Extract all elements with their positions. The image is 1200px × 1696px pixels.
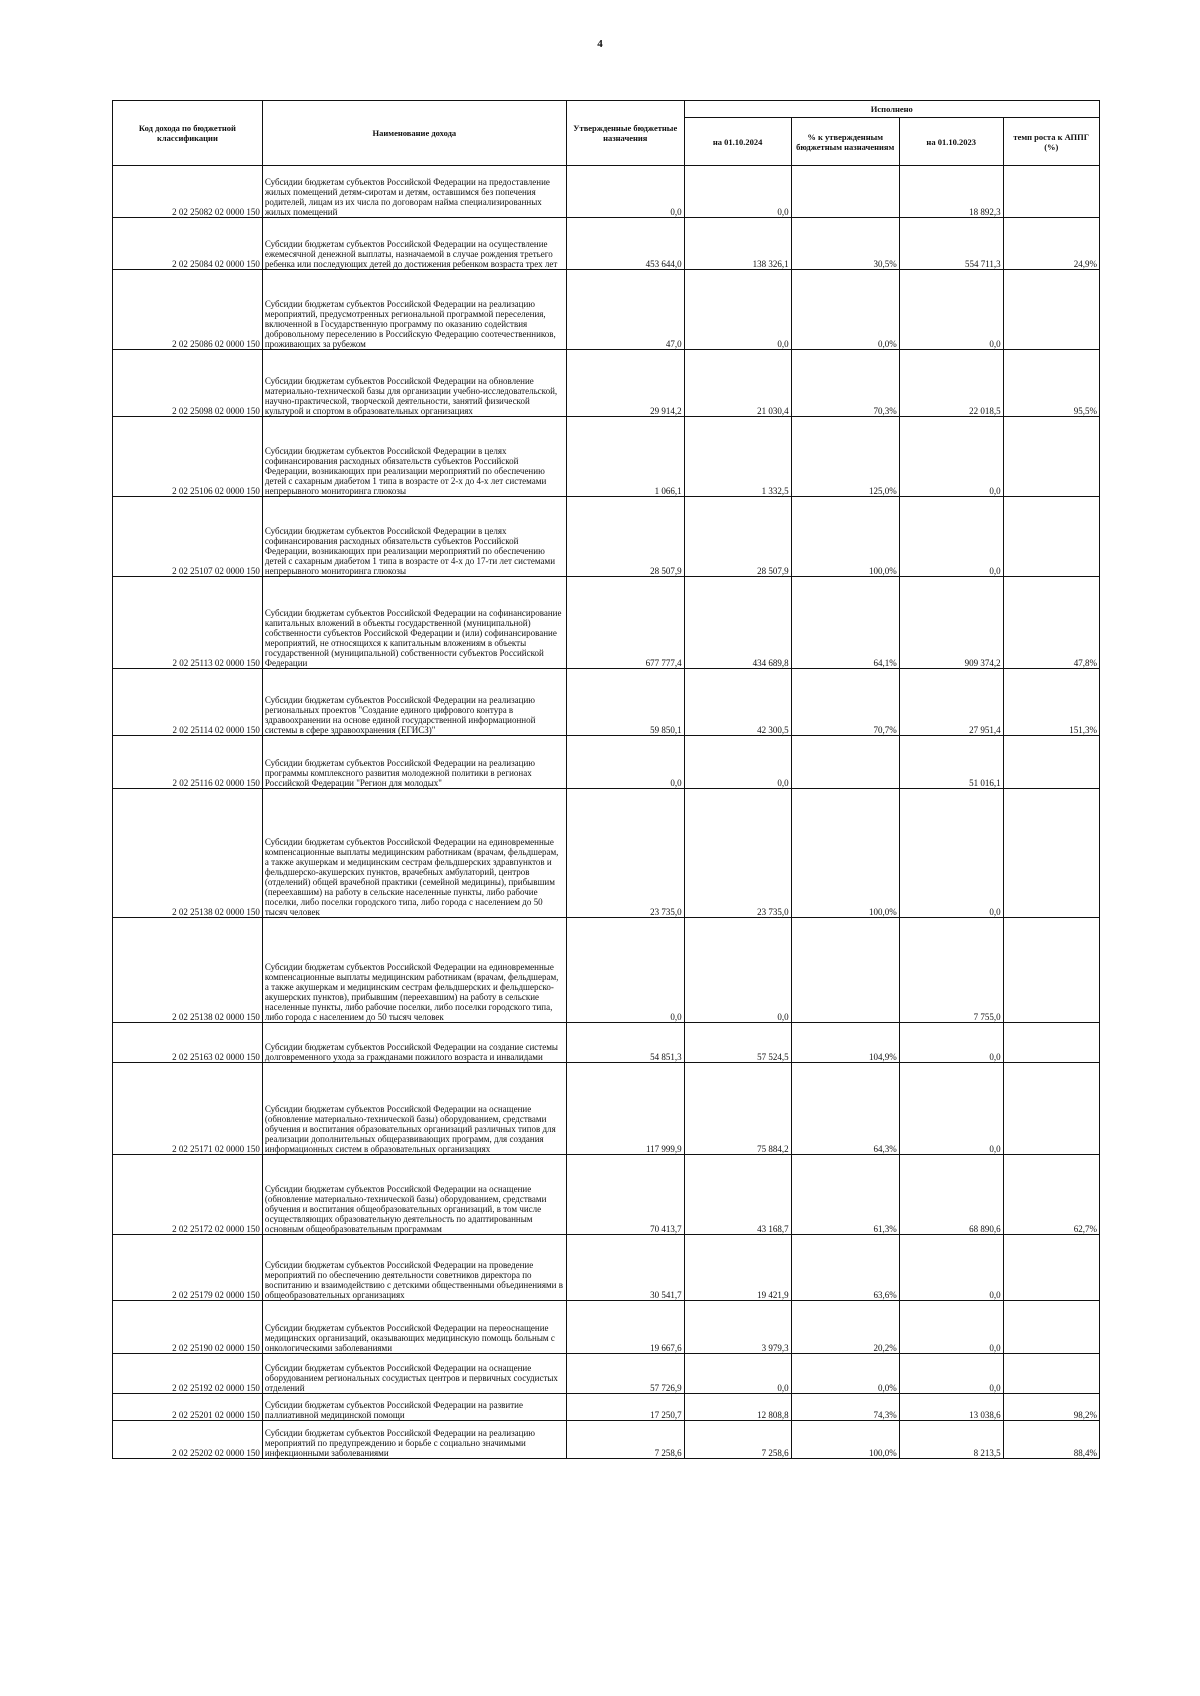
- row-growth: [1003, 1023, 1099, 1063]
- row-code: 2 02 25138 02 0000 150: [113, 789, 263, 918]
- row-name: Субсидии бюджетам субъектов Российской Федерации на единовременные компенсационные выплаты медицинским работникам (врачам, фельдшерам, а также акушеркам и медицинским сестрам фельдшерских здравпунктов и фельдшерско-акушерских пунктов, врачебных амбулаторий, центров (отделений) общей врачебной практики (семейной медицины), прибывшим (переехавшим) на работу в сельские населенные пункты, либо рабочие поселки, либо поселки городского типа, либо города с населением до 50 тысяч человек: [262, 789, 566, 918]
- table-row: [113, 166, 1100, 218]
- table-row: [113, 417, 1100, 497]
- row-approved: 17 250,7: [566, 1394, 684, 1421]
- row-growth: 98,2%: [1003, 1394, 1099, 1421]
- row-code: 2 02 25172 02 0000 150: [113, 1155, 263, 1235]
- budget-table: [112, 100, 1100, 1459]
- row-name: Субсидии бюджетам субъектов Российской Федерации на осуществление ежемесячной денежной выплаты, назначаемой в случае рождения третьего ребенка или последующих детей до достижения ребенком возраста трех лет: [262, 218, 566, 270]
- header-approved: Утвержденные бюджетные назначения: [566, 101, 684, 166]
- row-code: 2 02 25107 02 0000 150: [113, 497, 263, 577]
- row-growth: [1003, 270, 1099, 350]
- row-approved: 30 541,7: [566, 1235, 684, 1301]
- row-pct-approved: [791, 736, 899, 789]
- table-body: [113, 166, 1100, 1459]
- row-code: 2 02 25114 02 0000 150: [113, 669, 263, 736]
- row-pct-approved: 100,0%: [791, 1421, 899, 1459]
- header-on-2023: на 01.10.2023: [899, 118, 1003, 166]
- row-code: 2 02 25116 02 0000 150: [113, 736, 263, 789]
- row-executed-2023: 0,0: [899, 1023, 1003, 1063]
- row-pct-approved: 64,1%: [791, 577, 899, 669]
- table-row: [113, 1023, 1100, 1063]
- row-name: Субсидии бюджетам субъектов Российской Федерации на оснащение оборудованием региональных сосудистых центров и первичных сосудистых отделений: [262, 1354, 566, 1394]
- row-name: Субсидии бюджетам субъектов Российской Федерации в целях софинансирования расходных обязательств субъектов Российской Федерации, возникающих при реализации мероприятий по обеспечению детей с сахарным диабетом 1 типа в возрасте от 4-х до 17-ти лет системами непрерывного мониторинга глюкозы: [262, 497, 566, 577]
- row-executed-2024: 434 689,8: [684, 577, 791, 669]
- row-executed-2024: 7 258,6: [684, 1421, 791, 1459]
- row-pct-approved: 30,5%: [791, 218, 899, 270]
- table-row: [113, 669, 1100, 736]
- row-name: Субсидии бюджетам субъектов Российской Федерации на единовременные компенсационные выплаты медицинским работникам (врачам, фельдшерам, а также акушеркам и медицинским сестрам фельдшерских и фельдшерско-акушерских пунктов), прибывшим (переехавшим) на работу в сельские населенные пункты, либо рабочие поселки, либо поселки городского типа, либо города с населением до 50 тысяч человек: [262, 918, 566, 1023]
- row-pct-approved: [791, 918, 899, 1023]
- row-name: Субсидии бюджетам субъектов Российской Федерации на проведение мероприятий по обеспечению деятельности советников директора по воспитанию и взаимодействию с детскими общественными объединениями в общеобразовательных организациях: [262, 1235, 566, 1301]
- table-header: [113, 101, 1100, 166]
- row-pct-approved: 100,0%: [791, 497, 899, 577]
- row-code: 2 02 25106 02 0000 150: [113, 417, 263, 497]
- row-approved: 59 850,1: [566, 669, 684, 736]
- header-on-2024: на 01.10.2024: [684, 118, 791, 166]
- header-growth: темп роста к АППГ (%): [1003, 118, 1099, 166]
- header-code: Код дохода по бюджетной классификации: [113, 101, 263, 166]
- row-executed-2024: 23 735,0: [684, 789, 791, 918]
- table-row: [113, 577, 1100, 669]
- row-executed-2024: 3 979,3: [684, 1301, 791, 1354]
- row-executed-2023: 7 755,0: [899, 918, 1003, 1023]
- row-name: Субсидии бюджетам субъектов Российской Федерации на реализацию программы комплексного развития молодежной политики в регионах Российской Федерации "Регион для молодых": [262, 736, 566, 789]
- row-approved: 23 735,0: [566, 789, 684, 918]
- row-executed-2024: 57 524,5: [684, 1023, 791, 1063]
- row-approved: 70 413,7: [566, 1155, 684, 1235]
- row-code: 2 02 25171 02 0000 150: [113, 1063, 263, 1155]
- row-approved: 47,0: [566, 270, 684, 350]
- table-row: [113, 736, 1100, 789]
- row-executed-2023: 8 213,5: [899, 1421, 1003, 1459]
- table-row: [113, 218, 1100, 270]
- row-pct-approved: 0,0%: [791, 1354, 899, 1394]
- row-executed-2023: 0,0: [899, 497, 1003, 577]
- row-executed-2024: 19 421,9: [684, 1235, 791, 1301]
- row-code: 2 02 25138 02 0000 150: [113, 918, 263, 1023]
- header-name: Наименование дохода: [262, 101, 566, 166]
- row-approved: 28 507,9: [566, 497, 684, 577]
- row-approved: 19 667,6: [566, 1301, 684, 1354]
- row-pct-approved: 70,3%: [791, 350, 899, 417]
- row-pct-approved: 100,0%: [791, 789, 899, 918]
- row-code: 2 02 25086 02 0000 150: [113, 270, 263, 350]
- row-executed-2023: 27 951,4: [899, 669, 1003, 736]
- header-executed: Исполнено: [684, 101, 1099, 118]
- row-code: 2 02 25084 02 0000 150: [113, 218, 263, 270]
- row-code: 2 02 25179 02 0000 150: [113, 1235, 263, 1301]
- row-code: 2 02 25113 02 0000 150: [113, 577, 263, 669]
- row-approved: 0,0: [566, 918, 684, 1023]
- row-executed-2024: 1 332,5: [684, 417, 791, 497]
- row-name: Субсидии бюджетам субъектов Российской Федерации на создание системы долговременного ухода за гражданами пожилого возраста и инвалидами: [262, 1023, 566, 1063]
- row-executed-2024: 75 884,2: [684, 1063, 791, 1155]
- row-approved: 54 851,3: [566, 1023, 684, 1063]
- row-growth: 151,3%: [1003, 669, 1099, 736]
- row-growth: 24,9%: [1003, 218, 1099, 270]
- row-growth: [1003, 1354, 1099, 1394]
- row-executed-2024: 0,0: [684, 166, 791, 218]
- row-growth: [1003, 918, 1099, 1023]
- row-name: Субсидии бюджетам субъектов Российской Федерации на обновление материально-технической базы для организации учебно-исследовательской, научно-практической, творческой деятельности, занятий физической культурой и спортом в образовательных организациях: [262, 350, 566, 417]
- row-pct-approved: 125,0%: [791, 417, 899, 497]
- row-pct-approved: 20,2%: [791, 1301, 899, 1354]
- row-code: 2 02 25082 02 0000 150: [113, 166, 263, 218]
- row-executed-2023: 554 711,3: [899, 218, 1003, 270]
- page-number: 4: [597, 38, 603, 50]
- row-pct-approved: 64,3%: [791, 1063, 899, 1155]
- row-executed-2024: 0,0: [684, 918, 791, 1023]
- table-row: [113, 1063, 1100, 1155]
- row-pct-approved: 70,7%: [791, 669, 899, 736]
- row-executed-2023: 22 018,5: [899, 350, 1003, 417]
- row-executed-2024: 42 300,5: [684, 669, 791, 736]
- row-executed-2023: 0,0: [899, 1354, 1003, 1394]
- table-row: [113, 1235, 1100, 1301]
- row-approved: 7 258,6: [566, 1421, 684, 1459]
- table-row: [113, 1155, 1100, 1235]
- table-row: [113, 918, 1100, 1023]
- header-pct-approved: % к утвержденным бюджетным назначениям: [791, 118, 899, 166]
- row-name: Субсидии бюджетам субъектов Российской Федерации на развитие паллиативной медицинской помощи: [262, 1394, 566, 1421]
- row-executed-2024: 43 168,7: [684, 1155, 791, 1235]
- row-executed-2024: 12 808,8: [684, 1394, 791, 1421]
- row-approved: 29 914,2: [566, 350, 684, 417]
- row-growth: 62,7%: [1003, 1155, 1099, 1235]
- table-row: [113, 350, 1100, 417]
- row-approved: 117 999,9: [566, 1063, 684, 1155]
- row-growth: [1003, 166, 1099, 218]
- row-executed-2024: 0,0: [684, 270, 791, 350]
- row-executed-2023: 0,0: [899, 417, 1003, 497]
- row-code: 2 02 25190 02 0000 150: [113, 1301, 263, 1354]
- row-growth: [1003, 417, 1099, 497]
- table-row: [113, 1301, 1100, 1354]
- row-code: 2 02 25202 02 0000 150: [113, 1421, 263, 1459]
- table-row: [113, 789, 1100, 918]
- row-code: 2 02 25192 02 0000 150: [113, 1354, 263, 1394]
- row-executed-2024: 0,0: [684, 736, 791, 789]
- row-pct-approved: [791, 166, 899, 218]
- row-growth: [1003, 1301, 1099, 1354]
- row-name: Субсидии бюджетам субъектов Российской Федерации на предоставление жилых помещений детям-сиротам и детям, оставшимся без попечения родителей, лицам из их числа по договорам найма специализированных жилых помещений: [262, 166, 566, 218]
- row-executed-2023: 0,0: [899, 789, 1003, 918]
- row-growth: 95,5%: [1003, 350, 1099, 417]
- row-growth: [1003, 1235, 1099, 1301]
- row-approved: 453 644,0: [566, 218, 684, 270]
- table-row: [113, 1394, 1100, 1421]
- row-code: 2 02 25163 02 0000 150: [113, 1023, 263, 1063]
- row-code: 2 02 25201 02 0000 150: [113, 1394, 263, 1421]
- row-code: 2 02 25098 02 0000 150: [113, 350, 263, 417]
- row-executed-2024: 0,0: [684, 1354, 791, 1394]
- row-growth: [1003, 789, 1099, 918]
- row-name: Субсидии бюджетам субъектов Российской Федерации на оснащение (обновление материально-технической базы) оборудованием, средствами обучения и воспитания общеобразовательных организаций, в том числе осуществляющих образовательную деятельность по адаптированным основным общеобразовательным программам: [262, 1155, 566, 1235]
- row-executed-2023: 909 374,2: [899, 577, 1003, 669]
- row-executed-2023: 18 892,3: [899, 166, 1003, 218]
- row-growth: 47,8%: [1003, 577, 1099, 669]
- row-pct-approved: 0,0%: [791, 270, 899, 350]
- table-row: [113, 1421, 1100, 1459]
- row-name: Субсидии бюджетам субъектов Российской Федерации на софинансирование капитальных вложений в объекты государственной (муниципальной) собственности субъектов Российской Федерации и (или) софинансирование мероприятий, не относящихся к капитальным вложениям в объекты государственной (муниципальной) собственности субъектов Российской Федерации: [262, 577, 566, 669]
- row-approved: 677 777,4: [566, 577, 684, 669]
- row-pct-approved: 104,9%: [791, 1023, 899, 1063]
- row-pct-approved: 61,3%: [791, 1155, 899, 1235]
- row-name: Субсидии бюджетам субъектов Российской Федерации на оснащение (обновление материально-технической базы) оборудованием, средствами обучения и воспитания образовательных организаций различных типов для реализации дополнительных общеразвивающих программ, для создания информационных систем в образовательных организациях: [262, 1063, 566, 1155]
- row-name: Субсидии бюджетам субъектов Российской Федерации в целях софинансирования расходных обязательств субъектов Российской Федерации, возникающих при реализации мероприятий по обеспечению детей с сахарным диабетом 1 типа в возрасте от 2-х до 4-х лет системами непрерывного мониторинга глюкозы: [262, 417, 566, 497]
- table-row: [113, 1354, 1100, 1394]
- row-executed-2024: 28 507,9: [684, 497, 791, 577]
- row-executed-2023: 68 890,6: [899, 1155, 1003, 1235]
- row-executed-2024: 138 326,1: [684, 218, 791, 270]
- row-approved: 57 726,9: [566, 1354, 684, 1394]
- row-name: Субсидии бюджетам субъектов Российской Федерации на реализацию региональных проектов "Создание единого цифрового контура в здравоохранении на основе единой государственной информационной системы в сфере здравоохранения (ЕГИСЗ)": [262, 669, 566, 736]
- row-executed-2024: 21 030,4: [684, 350, 791, 417]
- row-growth: 88,4%: [1003, 1421, 1099, 1459]
- row-name: Субсидии бюджетам субъектов Российской Федерации на переоснащение медицинских организаций, оказывающих медицинскую помощь больным с онкологическими заболеваниями: [262, 1301, 566, 1354]
- row-executed-2023: 0,0: [899, 1063, 1003, 1155]
- row-name: Субсидии бюджетам субъектов Российской Федерации на реализацию мероприятий, предусмотренных региональной программой переселения, включенной в Государственную программу по оказанию содействия добровольному переселению в Российскую Федерацию соотечественников, проживающих за рубежом: [262, 270, 566, 350]
- row-approved: 0,0: [566, 166, 684, 218]
- row-pct-approved: 74,3%: [791, 1394, 899, 1421]
- row-approved: 0,0: [566, 736, 684, 789]
- table-row: [113, 497, 1100, 577]
- row-pct-approved: 63,6%: [791, 1235, 899, 1301]
- row-growth: [1003, 736, 1099, 789]
- row-executed-2023: 0,0: [899, 1301, 1003, 1354]
- row-approved: 1 066,1: [566, 417, 684, 497]
- row-executed-2023: 13 038,6: [899, 1394, 1003, 1421]
- row-executed-2023: 51 016,1: [899, 736, 1003, 789]
- row-executed-2023: 0,0: [899, 270, 1003, 350]
- row-growth: [1003, 1063, 1099, 1155]
- table-row: [113, 270, 1100, 350]
- row-growth: [1003, 497, 1099, 577]
- row-name: Субсидии бюджетам субъектов Российской Федерации на реализацию мероприятий по предупреждению и борьбе с социально значимыми инфекционными заболеваниями: [262, 1421, 566, 1459]
- row-executed-2023: 0,0: [899, 1235, 1003, 1301]
